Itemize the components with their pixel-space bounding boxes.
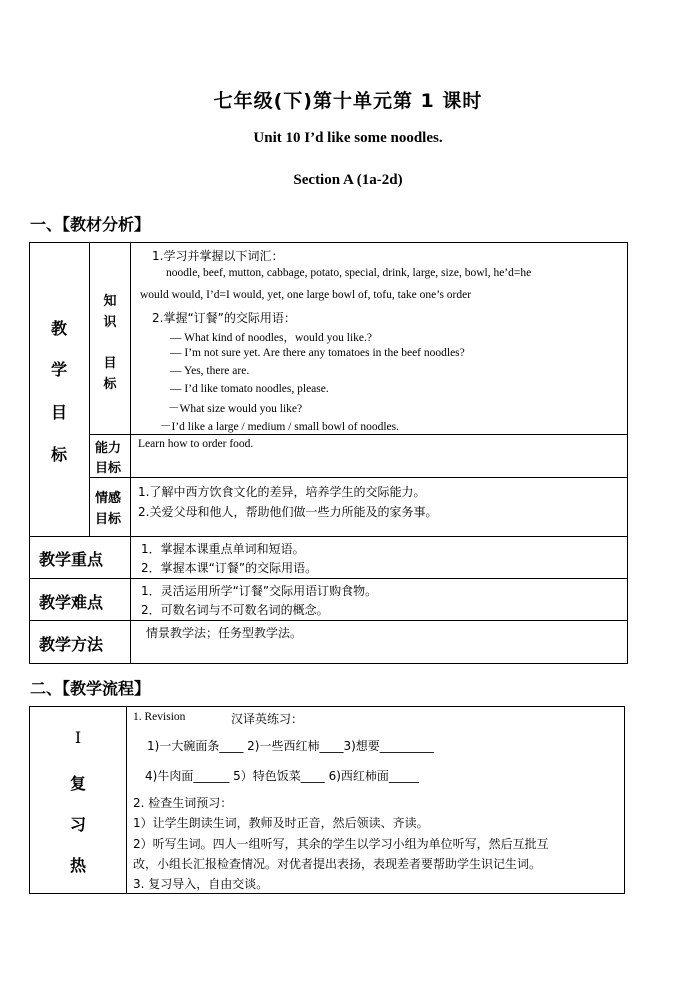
stage-label-2: 复 xyxy=(69,774,86,793)
knowledge-line-8: — I’d like tomato noodles, please. xyxy=(170,383,329,395)
process-line-2: 1)一大碗面条____ 2)一些西红柿____3)想要_________ xyxy=(147,739,434,753)
difficult-line-1: 1．灵活运用所学“订餐”交际用语订购食物。 xyxy=(141,584,378,598)
process-line-1b: 汉译英练习： xyxy=(231,712,304,726)
process-line-7: 改，小组长汇报检查情况。对优者提出表扬，表现差者要帮助学生识记生词。 xyxy=(133,857,542,871)
knowledge-line-5: — What kind of noodles，would you like.? xyxy=(170,332,372,344)
ability-label-1: 能力 xyxy=(95,441,122,456)
knowledge-line-6: — I’m not sure yet. Are there any tomatoes in the beef noodles? xyxy=(170,347,465,359)
section1-heading: 一、【教材分析】 xyxy=(30,215,151,234)
goal-label-2: 学 xyxy=(50,360,67,379)
stage-label-3: 习 xyxy=(69,815,86,834)
process-line-6: 2）听写生词。四人一组听写，其余的学生以学习小组为单位听写，然后互批互 xyxy=(133,837,549,851)
knowledge-line-9: －What size would you like? xyxy=(168,403,303,415)
knowledge-label-2: 识 xyxy=(103,315,117,330)
knowledge-line-2: noodle, beef, mutton, cabbage, potato, special, drink, large, size, bowl, he’d=he xyxy=(166,267,532,279)
goal-label-1: 教 xyxy=(50,319,67,338)
knowledge-label-1: 知 xyxy=(103,294,117,309)
stage-label-1: Ⅰ xyxy=(74,728,82,747)
ability-label-2: 目标 xyxy=(95,461,122,476)
method-text: 情景教学法；任务型教学法。 xyxy=(146,626,303,640)
difficult-line-2: 2．可数名词与不可数名词的概念。 xyxy=(141,603,329,617)
section-title: Section A (1a-2d) xyxy=(293,172,403,188)
goal-label-3: 目 xyxy=(50,403,67,422)
process-line-1a: 1. Revision xyxy=(133,711,186,723)
page-title: 七年级(下)第十单元第 1 课时 xyxy=(213,90,483,112)
section2-heading: 二、【教学流程】 xyxy=(30,679,151,698)
process-line-3: 4)牛肉面______ 5）特色饭菜____ 6)西红柿面_____ xyxy=(145,769,419,783)
key-label: 教学重点 xyxy=(39,550,104,569)
emotion-line-2: 2.关爱父母和他人，帮助他们做一些力所能及的家务事。 xyxy=(138,505,438,519)
unit-title: Unit 10 I’d like some noodles. xyxy=(253,130,443,146)
knowledge-label-5: 标 xyxy=(103,377,117,392)
process-line-8: 3. 复习导入，自由交谈。 xyxy=(133,877,269,891)
knowledge-line-10: －I’d like a large / medium / small bowl of noodles. xyxy=(160,421,400,433)
method-label: 教学方法 xyxy=(39,635,104,654)
key-line-1: 1．掌握本课重点单词和短语。 xyxy=(141,542,305,556)
ability-text: Learn how to order food. xyxy=(138,438,254,450)
goal-label-4: 标 xyxy=(50,445,67,464)
process-line-5: 1）让学生朗读生词，教师及时正音，然后领读、齐读。 xyxy=(133,816,429,830)
emotion-label-2: 目标 xyxy=(95,512,122,527)
key-line-2: 2．掌握本课“订餐”的交际用语。 xyxy=(141,561,318,575)
emotion-label-1: 情感 xyxy=(95,491,122,506)
knowledge-line-7: — Yes, there are. xyxy=(170,365,250,377)
difficult-label: 教学难点 xyxy=(39,593,104,612)
emotion-line-1: 1.了解中西方饮食文化的差异，培养学生的交际能力。 xyxy=(138,485,426,499)
knowledge-label-4: 目 xyxy=(103,356,117,371)
stage-label-4: 热 xyxy=(69,856,86,875)
knowledge-line-3: would would, I’d=I would, yet, one large bowl of, tofu, take one’s order xyxy=(140,289,472,301)
knowledge-line-1: 1.学习并掌握以下词汇： xyxy=(152,249,284,263)
knowledge-line-4: 2.掌握“订餐”的交际用语： xyxy=(152,311,296,325)
process-line-4: 2. 检查生词预习： xyxy=(133,796,233,810)
